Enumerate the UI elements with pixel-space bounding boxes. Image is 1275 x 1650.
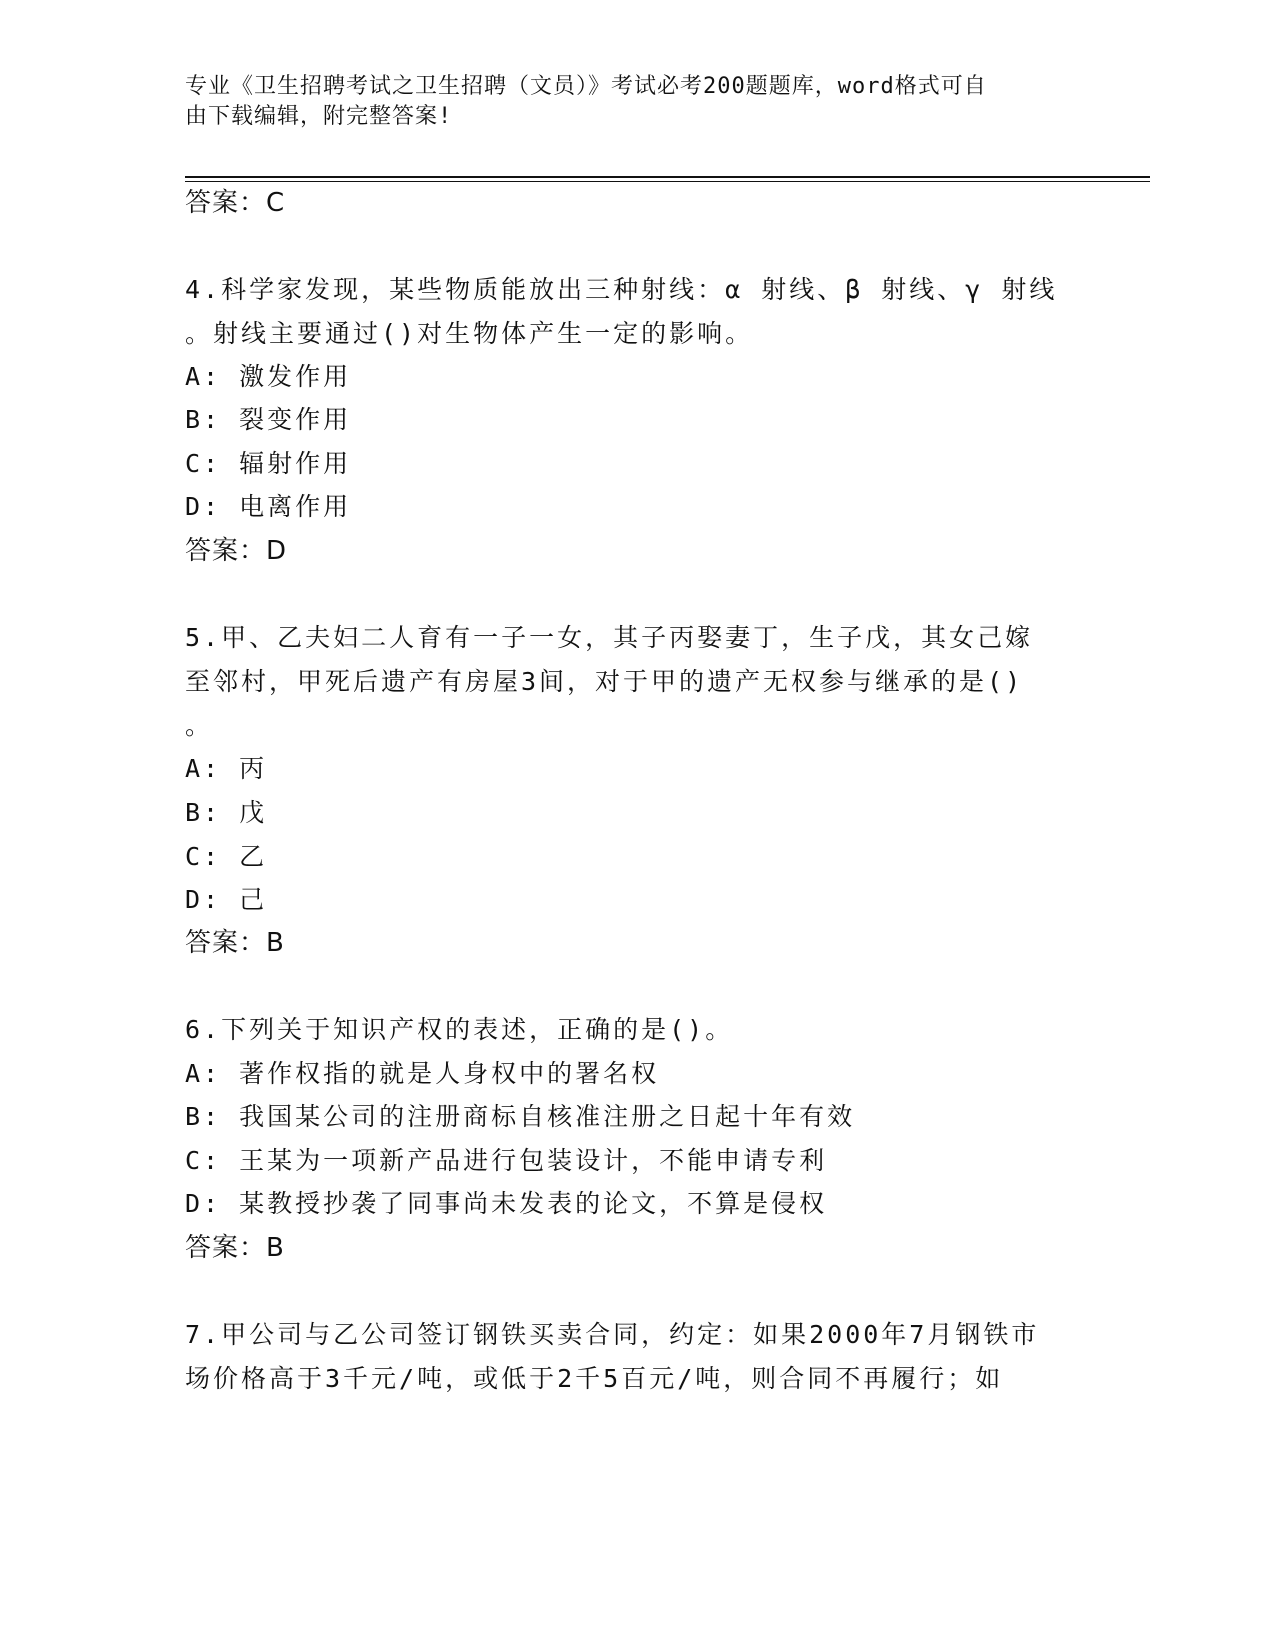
question-6-option-d: D: 某教授抄袭了同事尚未发表的论文，不算是侵权 bbox=[185, 1189, 828, 1218]
question-4-option-a: A: 激发作用 bbox=[185, 362, 352, 391]
question-6-option-c: C: 王某为一项新产品进行包装设计，不能申请专利 bbox=[185, 1146, 828, 1175]
question-5-answer: 答案：B bbox=[185, 928, 285, 958]
question-5-stem-line-3: 。 bbox=[185, 711, 214, 740]
question-4-stem-line-2: 。射线主要通过()对生物体产生一定的影响。 bbox=[185, 319, 754, 348]
header-divider-thick bbox=[185, 176, 1150, 178]
question-7-stem-line-1: 7.甲公司与乙公司签订钢铁买卖合同，约定：如果2000年7月钢铁市 bbox=[185, 1320, 1040, 1349]
question-5-option-d: D: 己 bbox=[185, 885, 268, 914]
header-line-1: 专业《卫生招聘考试之卫生招聘（文员）》考试必考200题题库，word格式可自 bbox=[185, 74, 987, 99]
question-6-stem-line-1: 6.下列关于知识产权的表述，正确的是()。 bbox=[185, 1015, 734, 1044]
question-4-option-b: B: 裂变作用 bbox=[185, 405, 352, 434]
question-5-option-a: A: 丙 bbox=[185, 754, 268, 783]
question-6-option-b: B: 我国某公司的注册商标自核准注册之日起十年有效 bbox=[185, 1102, 856, 1131]
header-divider-thin bbox=[185, 181, 1150, 182]
document-header bbox=[185, 72, 1065, 132]
question-4-option-c: C: 辐射作用 bbox=[185, 449, 352, 478]
question-5-option-b: B: 戊 bbox=[185, 798, 268, 827]
question-5-stem-line-1: 5.甲、乙夫妇二人育有一子一女，其子丙娶妻丁，生子戊，其女己嫁 bbox=[185, 623, 1034, 652]
header-line-2: 由下载编辑，附完整答案! bbox=[185, 104, 453, 129]
question-6-option-a: A: 著作权指的就是人身权中的署名权 bbox=[185, 1059, 660, 1088]
question-5-option-c: C: 乙 bbox=[185, 842, 268, 871]
question-6-answer: 答案：B bbox=[185, 1233, 285, 1263]
question-5-stem-line-2: 至邻村，甲死后遗产有房屋3间，对于甲的遗产无权参与继承的是() bbox=[185, 667, 1024, 696]
question-7-stem-line-2: 场价格高于3千元/吨，或低于2千5百元/吨，则合同不再履行；如 bbox=[185, 1364, 1004, 1393]
question-4-option-d: D: 电离作用 bbox=[185, 492, 352, 521]
question-4-answer: 答案：D bbox=[185, 536, 288, 566]
answer-previous-question: 答案：C bbox=[185, 188, 286, 218]
question-4-stem-line-1: 4.科学家发现，某些物质能放出三种射线：α 射线、β 射线、γ 射线 bbox=[185, 275, 1058, 304]
